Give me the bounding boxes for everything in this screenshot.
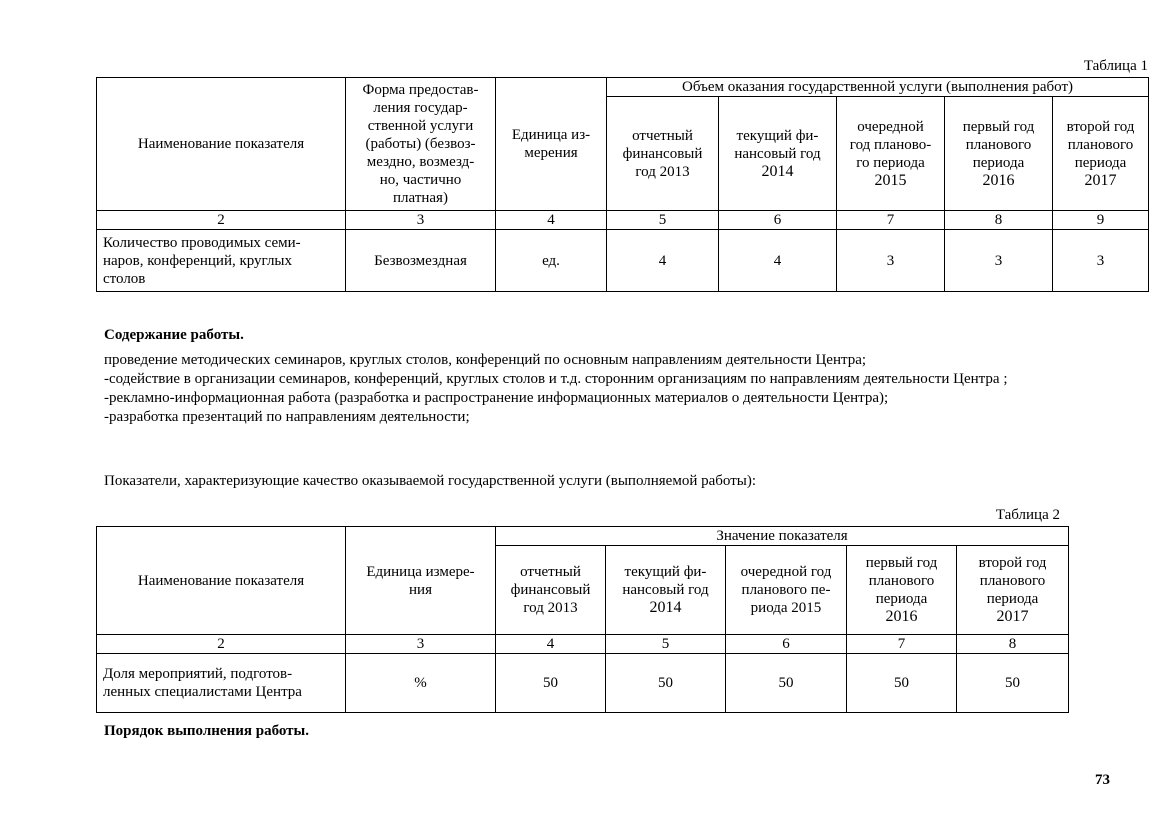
table2	[96, 526, 1069, 713]
table2-number-row	[97, 635, 1069, 654]
content-line: -содействие в организации семинаров, конференций, круглых столов и т.д. сторонним организациям по направлениям деятельности Центра ;	[104, 371, 1008, 387]
table1-col-number: 4	[496, 211, 607, 230]
table2-header-year-2017: второй год планового периода 2017	[957, 546, 1069, 635]
table2-col-number: 7	[847, 635, 957, 654]
order-heading: Порядок выполнения работы.	[104, 723, 310, 739]
table1-col-number: 8	[945, 211, 1053, 230]
table2-row-value: 50	[606, 654, 726, 713]
table2-row-unit: %	[346, 654, 496, 713]
table1	[96, 77, 1149, 292]
table1-header-year-2014: текущий фи- нансовый год 2014	[719, 97, 837, 211]
table2-row-value: 50	[847, 654, 957, 713]
table1-col-number: 3	[346, 211, 496, 230]
table2-row-value: 50	[496, 654, 606, 713]
table1-header-year-2016: первый год планового периода 2016	[945, 97, 1053, 211]
table2-col-number: 2	[97, 635, 346, 654]
table1-row-value: 3	[1053, 230, 1149, 292]
table2-row-value: 50	[726, 654, 847, 713]
table1-header-name: Наименование показателя	[97, 78, 346, 211]
content-line: -разработка презентаций по направлениям деятельности;	[104, 409, 470, 425]
table1-number-row	[97, 211, 1149, 230]
table2-header-year-2014: текущий фи- нансовый год 2014	[606, 546, 726, 635]
table2-header-unit: Единица измере- ния	[346, 527, 496, 635]
table1-col-number: 5	[607, 211, 719, 230]
table1-row-name: Количество проводимых семи- наров, конференций, круглых столов	[97, 230, 346, 292]
table2-header-name: Наименование показателя	[97, 527, 346, 635]
table1-col-number: 6	[719, 211, 837, 230]
table1-col-number: 7	[837, 211, 945, 230]
page-number: 73	[1095, 772, 1110, 788]
content-heading: Содержание работы.	[104, 327, 244, 343]
table2-row-name: Доля мероприятий, подготов- ленных специалистами Центра	[97, 654, 346, 713]
table1-col-number: 2	[97, 211, 346, 230]
content-line: проведение методических семинаров, круглых столов, конференций по основным направлениям деятельности Центра;	[104, 352, 867, 368]
table1-row-value: 3	[837, 230, 945, 292]
table1-col-number: 9	[1053, 211, 1149, 230]
table1-header-volume: Объем оказания государственной услуги (выполнения работ)	[607, 78, 1149, 97]
table2-header-year-2013: отчетный финансовый год 2013	[496, 546, 606, 635]
table1-row-value: 4	[719, 230, 837, 292]
table2-col-number: 4	[496, 635, 606, 654]
table1-header-form: Форма предостав- ления государ- ственной услуги (работы) (безвоз- мездно, возмезд- но, частично платная)	[346, 78, 496, 211]
table2-col-number: 8	[957, 635, 1069, 654]
table1-row-form: Безвозмездная	[346, 230, 496, 292]
table1-header-year-2015: очередной год планово- го периода 2015	[837, 97, 945, 211]
table2-header-value: Значение показателя	[496, 527, 1069, 546]
table2-header-year-2016: первый год планового периода 2016	[847, 546, 957, 635]
quality-heading: Показатели, характеризующие качество оказываемой государственной услуги (выполняемой работы):	[104, 473, 756, 489]
content-line: -рекламно-информационная работа (разработка и распространение информационных материалов о деятельности Центра);	[104, 390, 889, 406]
content-list	[104, 351, 1144, 427]
table2-col-number: 6	[726, 635, 847, 654]
table-row	[97, 654, 1069, 713]
table2-caption: Таблица 2	[995, 507, 1060, 523]
table-row	[97, 230, 1149, 292]
table2-col-number: 5	[606, 635, 726, 654]
table1-row-value: 3	[945, 230, 1053, 292]
table2-row-value: 50	[957, 654, 1069, 713]
table2-header-year-2015: очередной год планового пе- риода 2015	[726, 546, 847, 635]
table2-col-number: 3	[346, 635, 496, 654]
table1-header-year-2017: второй год планового периода 2017	[1053, 97, 1149, 211]
table1-row-value: 4	[607, 230, 719, 292]
table1-header-year-2013: отчетный финансовый год 2013	[607, 97, 719, 211]
table1-header-unit: Единица из- мерения	[496, 78, 607, 211]
table1-caption: Таблица 1	[1083, 58, 1148, 74]
table1-row-unit: ед.	[496, 230, 607, 292]
